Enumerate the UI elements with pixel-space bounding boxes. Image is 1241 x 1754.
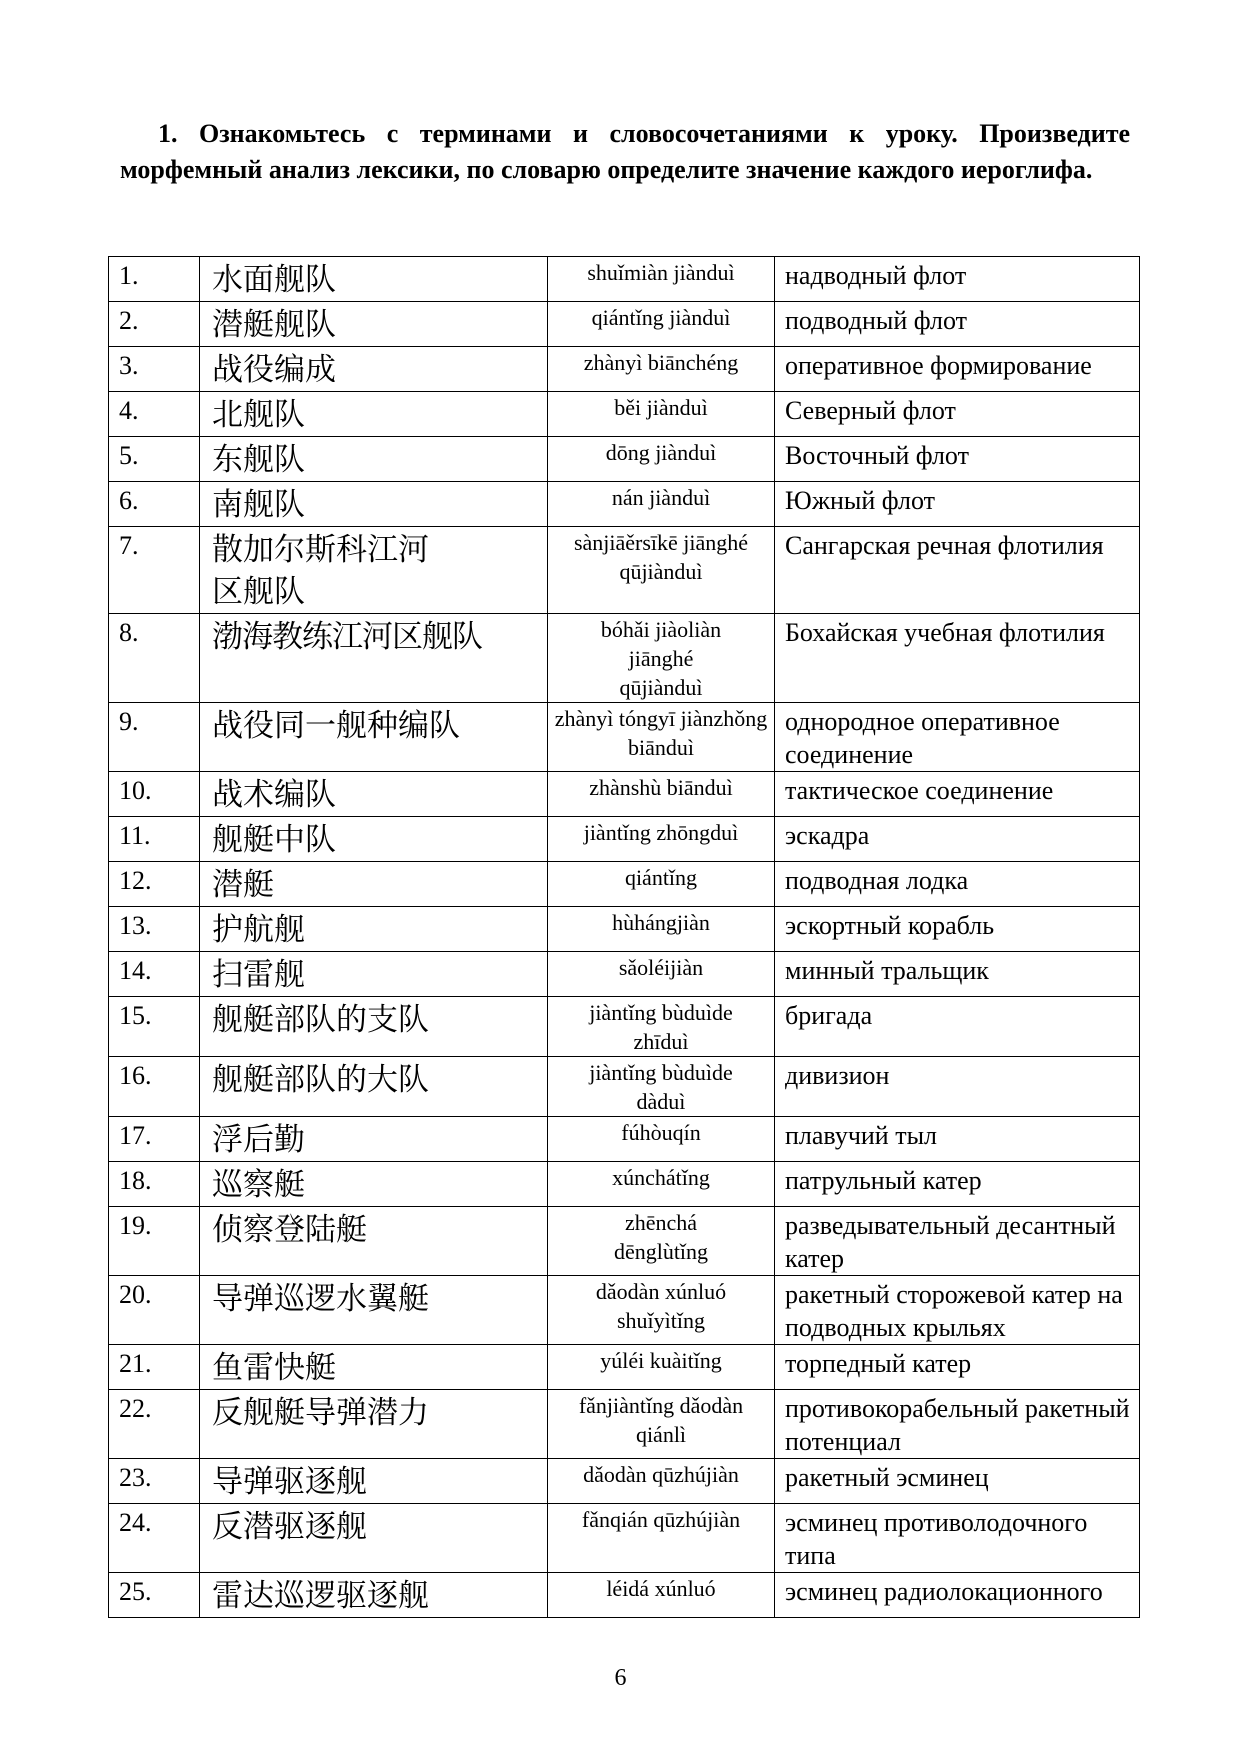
row-number: 4. [109,392,200,437]
russian-translation: эсминец противолодочного типа [775,1504,1140,1573]
chinese-term: 散加尔斯科江河区舰队 [200,527,548,614]
pinyin: běi jiànduì [548,392,775,437]
chinese-term: 战术编队 [200,772,548,817]
chinese-term: 反舰艇导弹潜力 [200,1390,548,1459]
row-number: 12. [109,862,200,907]
chinese-term: 侦察登陆艇 [200,1207,548,1276]
table-row [109,1162,1140,1207]
table-row [109,1573,1140,1618]
row-number: 13. [109,907,200,952]
chinese-term: 渤海教练江河区舰队 [200,614,548,703]
russian-translation: противокорабельный ракетный потенциал [775,1390,1140,1459]
row-number: 7. [109,527,200,614]
russian-translation: эскортный корабль [775,907,1140,952]
chinese-term: 北舰队 [200,392,548,437]
table-row [109,703,1140,772]
russian-translation: разведывательный десантный катер [775,1207,1140,1276]
russian-translation: однородное оперативное соединение [775,703,1140,772]
table-row [109,347,1140,392]
row-number: 10. [109,772,200,817]
russian-translation: Восточный флот [775,437,1140,482]
chinese-term: 舰艇中队 [200,817,548,862]
table-row [109,1207,1140,1276]
chinese-term: 战役编成 [200,347,548,392]
chinese-term: 扫雷舰 [200,952,548,997]
chinese-term: 反潜驱逐舰 [200,1504,548,1573]
row-number: 2. [109,302,200,347]
chinese-term: 导弹驱逐舰 [200,1459,548,1504]
pinyin: qiántǐng jiànduì [548,302,775,347]
table-row [109,1057,1140,1117]
pinyin: zhànshù biānduì [548,772,775,817]
row-number: 25. [109,1573,200,1618]
chinese-term: 水面舰队 [200,257,548,302]
russian-translation: Бохайская учебная флотилия [775,614,1140,703]
row-number: 24. [109,1504,200,1573]
table-row [109,997,1140,1057]
chinese-term: 巡察艇 [200,1162,548,1207]
row-number: 3. [109,347,200,392]
table-row [109,257,1140,302]
russian-translation: подводная лодка [775,862,1140,907]
pinyin: zhànyì tóngyī jiànzhǒng biānduì [548,703,775,772]
table-row [109,1504,1140,1573]
table-row [109,907,1140,952]
chinese-term: 鱼雷快艇 [200,1345,548,1390]
row-number: 21. [109,1345,200,1390]
table-row [109,1117,1140,1162]
pinyin: dǎodàn qūzhújiàn [548,1459,775,1504]
russian-translation: подводный флот [775,302,1140,347]
pinyin: jiàntǐng bùduìde zhīduì [548,997,775,1057]
table-row [109,817,1140,862]
table-row [109,392,1140,437]
chinese-term: 东舰队 [200,437,548,482]
row-number: 9. [109,703,200,772]
row-number: 22. [109,1390,200,1459]
chinese-term: 雷达巡逻驱逐舰 [200,1573,548,1618]
pinyin: qiántǐng [548,862,775,907]
chinese-term: 护航舰 [200,907,548,952]
row-number: 1. [109,257,200,302]
table-row [109,772,1140,817]
russian-translation: бригада [775,997,1140,1057]
row-number: 11. [109,817,200,862]
russian-translation: плавучий тыл [775,1117,1140,1162]
row-number: 19. [109,1207,200,1276]
table-row [109,862,1140,907]
chinese-term: 舰艇部队的支队 [200,997,548,1057]
row-number: 18. [109,1162,200,1207]
row-number: 20. [109,1276,200,1345]
pinyin: dōng jiànduì [548,437,775,482]
russian-translation: эсминец радиолокационного [775,1573,1140,1618]
pinyin: fǎnqián qūzhújiàn [548,1504,775,1573]
pinyin: léidá xúnluó [548,1573,775,1618]
table-row [109,1459,1140,1504]
pinyin: fǎnjiàntǐng dǎodàn qiánlì [548,1390,775,1459]
pinyin: nán jiànduì [548,482,775,527]
russian-translation: оперативное формирование [775,347,1140,392]
page-number: 6 [614,1665,627,1691]
pinyin: jiàntǐng bùduìde dàduì [548,1057,775,1117]
pinyin: sànjiāěrsīkē jiānghé qūjiànduì [548,527,775,614]
chinese-term: 潜艇舰队 [200,302,548,347]
russian-translation: дивизион [775,1057,1140,1117]
table-row [109,614,1140,703]
row-number: 23. [109,1459,200,1504]
row-number: 16. [109,1057,200,1117]
pinyin: sǎoléijiàn [548,952,775,997]
pinyin: zhànyì biānchéng [548,347,775,392]
pinyin: zhēnchá dēnglùtǐng [548,1207,775,1276]
pinyin: jiàntǐng zhōngduì [548,817,775,862]
russian-translation: минный тральщик [775,952,1140,997]
table-row [109,1390,1140,1459]
chinese-term: 舰艇部队的大队 [200,1057,548,1117]
chinese-term: 浮后勤 [200,1117,548,1162]
russian-translation: ракетный сторожевой катер на подводных крыльях [775,1276,1140,1345]
russian-translation: тактическое соединение [775,772,1140,817]
russian-translation: ракетный эсминец [775,1459,1140,1504]
table-row [109,482,1140,527]
exercise-instruction: 1. Ознакомьтесь с терминами и словосочетаниями к уроку. Произведите морфемный анализ лексики, по словарю определите значение каждого иероглифа. [120,119,1130,184]
row-number: 17. [109,1117,200,1162]
pinyin: dǎodàn xúnluó shuǐyìtǐng [548,1276,775,1345]
pinyin: bóhǎi jiàoliàn jiānghé qūjiànduì [548,614,775,703]
table-row [109,1276,1140,1345]
russian-translation: торпедный катер [775,1345,1140,1390]
russian-translation: Северный флот [775,392,1140,437]
table-row [109,952,1140,997]
russian-translation: эскадра [775,817,1140,862]
russian-translation: Сангарская речная флотилия [775,527,1140,614]
vocabulary-table [108,256,1140,1618]
pinyin: fúhòuqín [548,1117,775,1162]
table-row [109,527,1140,614]
chinese-term: 战役同一舰种编队 [200,703,548,772]
row-number: 8. [109,614,200,703]
table-row [109,302,1140,347]
chinese-term: 导弹巡逻水翼艇 [200,1276,548,1345]
row-number: 15. [109,997,200,1057]
pinyin: hùhángjiàn [548,907,775,952]
pinyin: shuǐmiàn jiànduì [548,257,775,302]
row-number: 6. [109,482,200,527]
pinyin: yúléi kuàitǐng [548,1345,775,1390]
pinyin: xúnchátǐng [548,1162,775,1207]
chinese-term: 南舰队 [200,482,548,527]
russian-translation: Южный флот [775,482,1140,527]
row-number: 14. [109,952,200,997]
russian-translation: надводный флот [775,257,1140,302]
russian-translation: патрульный катер [775,1162,1140,1207]
table-row [109,437,1140,482]
row-number: 5. [109,437,200,482]
chinese-term: 潜艇 [200,862,548,907]
table-row [109,1345,1140,1390]
